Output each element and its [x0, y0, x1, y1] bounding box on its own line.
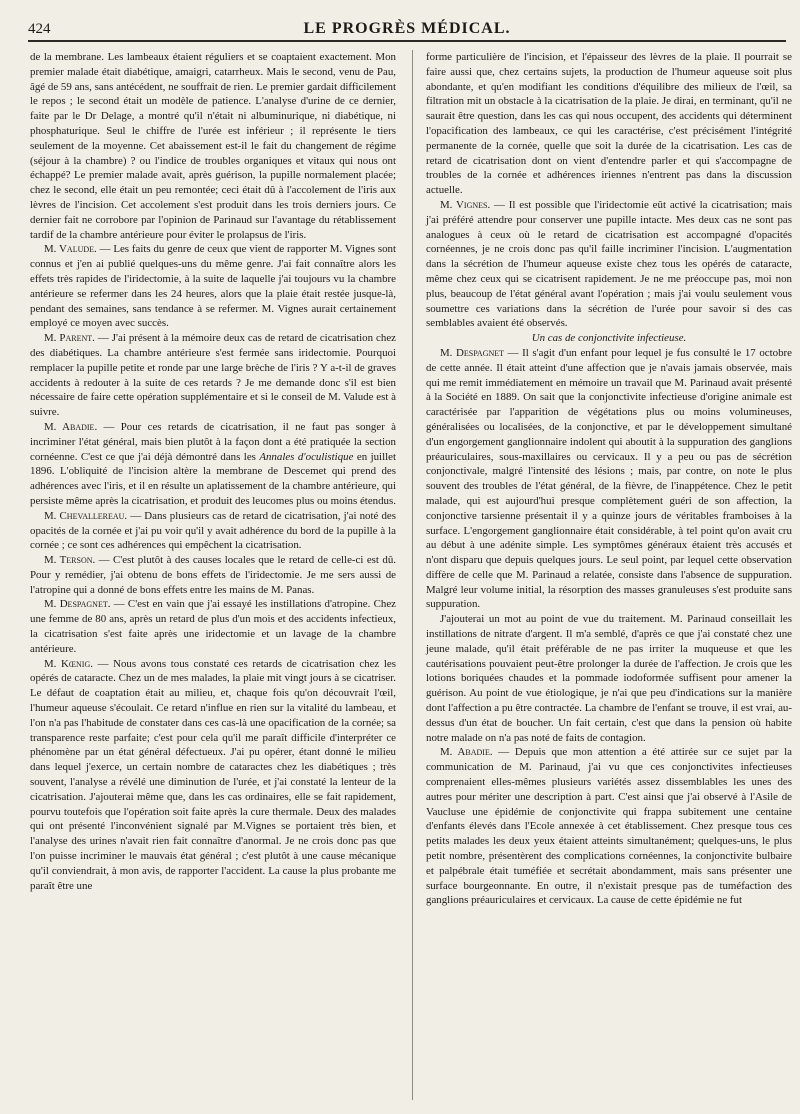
running-title: LE PROGRÈS MÉDICAL.: [303, 20, 511, 37]
section-subheading: Un cas de conjonctivite infectieuse.: [531, 332, 687, 345]
speaker-name: M. Abadie.: [44, 420, 98, 433]
speaker-name: M. Despagnet.: [44, 598, 111, 611]
speaker-name: M. Chevallereau.: [44, 509, 128, 522]
page-number: 424: [28, 21, 51, 37]
paragraph: M. Valude. — Les faits du genre de ceux que vient de rapporter M. Vignes sont connus et j'en ai publié quelques-uns du même genre. J'ai fait connaître alors les effets très rapides de l'iridectomie, à la suite de laquelle j'ai toujours vu la chambre antérieure se refermer dans les 24 heures, alors que la plaie était restée jusque-là, pendant des semaines, sans tendance à se refermer. M. Vignes aurait certainement employé ce moyen avec succès.: [30, 243, 397, 330]
paragraph: M. Parent. — J'ai présent à la mémoire deux cas de retard de cicatrisation chez des diabétiques. La chambre antérieure s'est fermée sans iridectomie. Pourquoi remplacer la pupille petite et ronde par une large brèche de l'iris ? Y a-t-il de graves accidents à redouter à la suite de ces retards ? Je me demande donc s'il est bien nécessaire de faire cette opération supplémentaire et si le conseil de M. Valude est à suivre.: [30, 332, 397, 419]
column-divider: [412, 50, 413, 1100]
paragraph: M. Terson. — C'est plutôt à des causes locales que le retard de celle-ci est dû. Pour y remédier, j'ai obtenu de bons effets de l'iridectomie. Je me sers aussi de l'atropine qui a donné de bons effets entre les mains de M. Panas.: [30, 554, 396, 596]
speaker-name: M. Kœnig.: [44, 657, 93, 670]
speaker-name: M. Despagnet: [440, 346, 505, 359]
paragraph: M. Despagnet — Il s'agit d'un enfant pour lequel je fus consulté le 17 octobre de cette année. Il était atteint d'une affection que je n'avais jamais observée, mais qui me remit immédiatement en mémoire un travail que M. Parinaud avait présenté à la Société en 1889. On sait que la conjonctivite infectieuse d'origine animale est caractérisée par l'apparition de végétations plus ou moins volumineuses, généralisées ou localisées, de la conjonctive, et par le développement simultané d'un engorgement ganglionnaire indolent qui aboutit à la suppuration des ganglions préauriculaires, sous-maxillaires ou cervicaux. Il y a peu ou pas de sécrétion conjonctivale, malgré l'intensité des lésions ; mais, par contre, on note le plus souvent des troubles de l'état général, de la fièvre, de l'inappétence. Chez le petit malade, qui est aujourd'hui presque complètement guéri de son affection, la conjonctive tarsienne présentait il y a quinze jours de véritables framboises à la surface. L'engorgement ganglionnaire était considérable, à tel point qu'on avait cru au début à une adénite simple. Les symptômes généraux étaient très accusés et n'ont disparu que depuis quelques jours. Le seul point, par lequel cette observation diffère de celle que M. Parinaud a relatée, consiste dans l'absence de suppuration. Malgré leur volume initial, la résorption des masses granuleuses s'est produite sans suppuration.: [426, 346, 793, 611]
right-column: [426, 50, 792, 908]
paragraph: M. Chevallereau. — Dans plusieurs cas de retard de cicatrisation, j'ai noté des opacités de la cornée et j'ai pu voir qu'il y avait adhérence du bord de la pupille à la cornée ; ce sont ces adhérences qui empêchent la cicatrisation.: [30, 509, 396, 552]
speaker-name: M. Terson.: [44, 554, 96, 567]
paragraph: M. Abadie. — Depuis que mon attention a été attirée sur ce sujet par la communication de M. Parinaud, j'ai vu que ces conjonctivites infectieuses comprenaient elles-mêmes plusieurs variétés assez dissemblables les unes des autres pour mériter une description à part. C'est ainsi que j'ai observé à l'Asile de Vaucluse une épidémie de conjonctivite qui frappa subitement une centaine d'enfants élevés dans l'Ecole annexée à cet établissement. Chez presque tous ces petits malades les deux yeux étaient atteints simultanément; quelques-uns, le plus petit nombre, présentèrent des complications cornéennes, la conjonctivite bulbaire et palpébrale était tuméfiée et secrétait abondamment, mais sans présenter une surface bourgeonnante. En outre, il n'existait presque pas de tuméfaction des ganglions préauriculaires et cervicaux. La cause de cette épidémie ne fut: [426, 746, 792, 907]
paragraph: M. Abadie. — Pour ces retards de cicatrisation, il ne faut pas songer à incriminer l'état général, mais bien plutôt à la façon dont a été pratiquée la section cornéenne. C'est ce que j'ai déjà démontré dans les Annales d'oculistique en juillet 1896. L'obliquité de l'incision altère la membrane de Descemet qui prend des adhérences avec l'iris, et il en résulte un aplatissement de la chambre antérieure, qui persiste même après la cicatrisation, et produit des leucomes plus ou moins étendus.: [30, 420, 396, 507]
paragraph: M. Vignes. — Il est possible que l'iridectomie eût activé la cicatrisation; mais j'ai préféré attendre pour conserver une pupille intacte. Mes deux cas ne sont pas analogues à ceux où le retard de cicatrisation est accompagné d'opacités cornéennes, je ne crois donc pas qu'il faille incriminer l'incision. L'augmentation dans la sécrétion de l'humeur aqueuse existe chez tous les opérés de cataracte, même chez ceux qui se cicatrisent rapidement. Je ne me préoccupe pas, moi non plus, beaucoup de l'état général avant l'opération ; mais j'ai voulu seulement vous soumettre ces variations dans la sécrétion de l'urée pour savoir si des cas semblables avaient été observés.: [426, 198, 792, 330]
journal-title: Annales d'oculistique: [259, 450, 354, 463]
paragraph: M. Despagnet. — C'est en vain que j'ai essayé les instillations d'atropine. Chez une femme de 80 ans, après un retard de plus d'un mois et des accidents infectieux, la cicatrisation s'est faite après une iridectomie et un lavage de la chambre antérieure.: [30, 598, 396, 655]
left-column: [30, 50, 396, 893]
paragraph: J'ajouterai un mot au point de vue du traitement. M. Parinaud conseillait les instillations de nitrate d'argent. Il m'a semblé, d'après ce que j'ai constaté chez une jeune malade, qu'il était préférable de ne pas irriter la muqueuse et que les cautérisations pouvaient peut-être prolonger la durée de l'affection. Je crois que les lotions boriquées chaudes et la pommade iodoformée suffisent pour amener la guérison. Au point de vue étiologique, je n'ai que peu d'indications sur la manière dont l'affection a pu être contractée. La chambre de l'enfant se trouve, il est vrai, au-dessus d'un état de boucher. Un fait certain, c'est que dans la pension où habite notre malade on n'a pas noté de faits de contagion.: [426, 613, 792, 744]
paragraph: M. Kœnig. — Nous avons tous constaté ces retards de cicatrisation chez les opérés de cataracte. Chez un de mes malades, la plaie mit vingt jours à se cicatriser. Le défaut de coaptation était au milieu, et, chaque fois qu'on découvrait l'œil, l'humeur aqueuse s'écoulait. Ce retard n'influe en rien sur la vitalité du lambeau, et l'on n'a pas l'habitude de constater dans ces cas-là une opacification de la cornée; sa transparence reste parfaite; c'est pour cela qu'il me paraît difficile d'interpréter ce phénomène par un état général défectueux. J'ai pu opérer, étant donné le milieu dans lequel j'exerce, un certain nombre de cataractes chez les diabétiques ; très souvent, l'analyse a révélé une diminution de l'urée, et j'ai constaté la lenteur de la cicatrisation. J'ajouterai même que, dans les cas ordinaires, elle se fait rapidement, pourvu toutefois que l'opération soit faite après la cure thermale. Deux des malades qui ont présenté l'inconvénient signalé par M.Vignes se portaient très bien, et l'analyse des urines n'avait rien fait connaître d'anormal. Je ne crois donc pas que l'on puisse incriminer le mauvais état général ; c'est plutôt à une cause mécanique qu'il conviendrait, à mon avis, de rapporter l'accident. La cause la plus probante me paraît être une: [30, 657, 396, 892]
speaker-name: M. Parent.: [44, 332, 95, 345]
speaker-name: M. Valude.: [44, 243, 97, 256]
page-header: [28, 18, 786, 42]
paragraph: de la membrane. Les lambeaux étaient réguliers et se coaptaient exactement. Mon premier malade était diabétique, amaigri, catarrheux. Mais le second, venu de Pau, âgé de 59 ans, sans antécédent, ne souffrait de rien. Le premier gardait difficilement le repos ; le second était un modèle de patience. L'analyse d'urine de ce dernier, faite par le Dr Delage, a montré qu'il n'était ni albuminurique, ni diabétique, ni phosphaturique. Seul le chiffre de l'urée est inférieur ; il représente le tiers seulement de la moyenne. Cet abaissement est-il le fait du changement de régime (séjour à la chambre) ? ou l'indice de troubles organiques et vitaux qui nous ont échappé? Le premier malade avait, après guérison, la pupille normalement placée; chez le second, elle était un peu remontée; ceci était dû à l'accolement de l'iris aux lèvres de l'incision. Cet accolement s'est produit dans les trois derniers jours. Ce dernier fait ne corrobore par l'opinion de Parinaud sur l'avantage du rétablissement tardif de la chambre antérieure pour éviter le prolapsus de l'iris.: [30, 51, 396, 241]
speaker-name: M. Abadie.: [440, 746, 493, 759]
speaker-name: M. Vignes.: [440, 198, 491, 211]
paragraph: forme particulière de l'incision, et l'épaisseur des lèvres de la plaie. Il pourrait se faire aussi que, chez certains sujets, la production de l'humeur aqueuse soit plus abondante, et qu'en modifiant les conditions d'équilibre des milieux de l'œil, sa filtration mit un obstacle à la cicatrisation de la plaie. Je dirai, en terminant, qu'il ne saurait être question, dans les cas qui nous occupent, des accidents qui déterminent l'opacification des lambeaux, ce qui les caractérise, c'est précisément l'intégrité permanente de la cornée, quelle que soit la durée de la cicatrisation. Les cas de retard de cicatrisation dont on vient d'entendre parler et qui s'accompagne de troubles de la cornée et adhérences iriennes n'entrent pas dans la discussion actuelle.: [426, 51, 792, 197]
